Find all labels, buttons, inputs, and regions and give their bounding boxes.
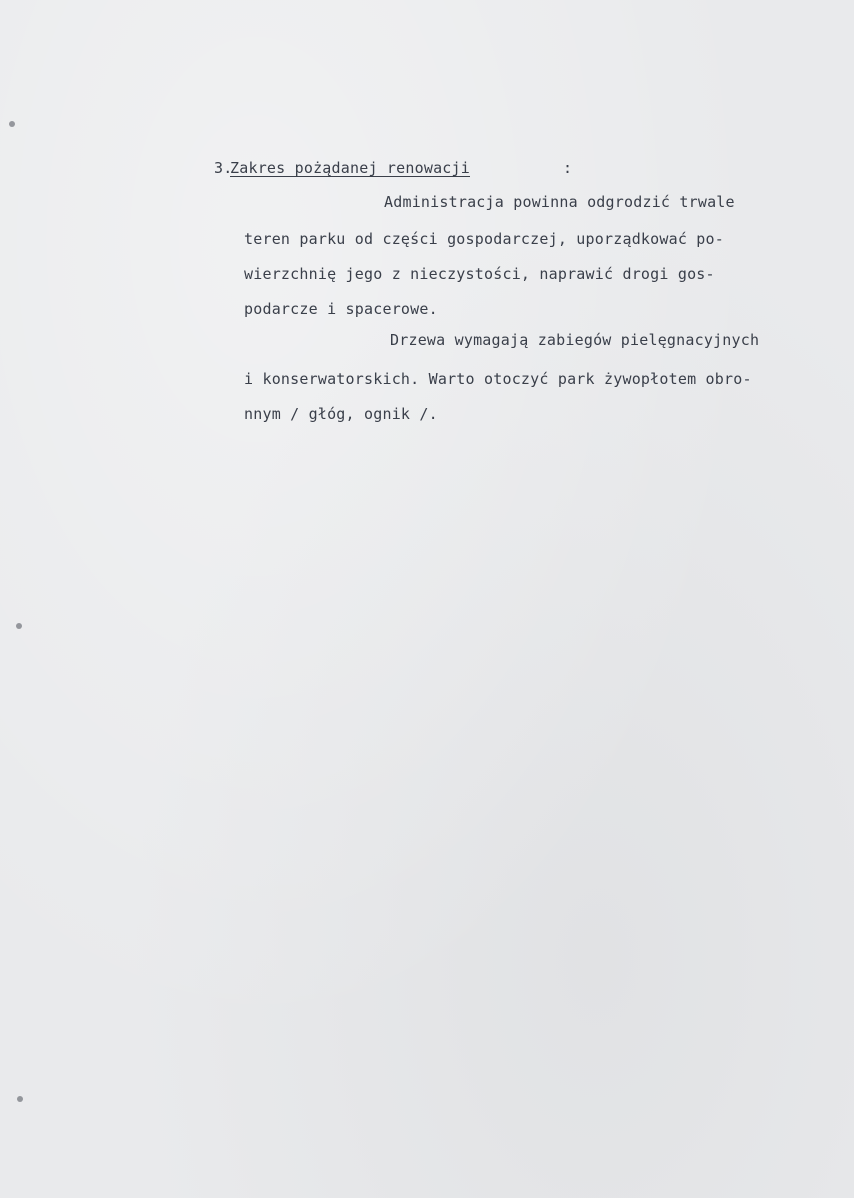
paragraph-1-line-1: Administracja powinna odgrodzić trwale [384,193,735,211]
paragraph-1-line-4: podarcze i spacerowe. [244,300,438,318]
section-title: Zakres pożądanej renowacji [230,159,470,177]
punch-hole-mark [16,623,22,629]
paragraph-2-line-1: Drzewa wymagają zabiegów pielęgnacyjnych [390,331,760,349]
paragraph-2-line-2: i konserwatorskich. Warto otoczyć park żywopłotem obro- [244,370,752,388]
paragraph-2-line-3: nnym / głóg, ognik /. [244,405,438,423]
section-title-colon: : [563,159,573,177]
paragraph-1-line-3: wierzchnię jego z nieczystości, naprawić drogi gos- [244,265,715,283]
paragraph-1-line-2: teren parku od części gospodarczej, uporządkować po- [244,230,724,248]
punch-hole-mark [17,1096,23,1102]
section-number: 3. [214,159,233,177]
punch-hole-mark [9,121,15,127]
